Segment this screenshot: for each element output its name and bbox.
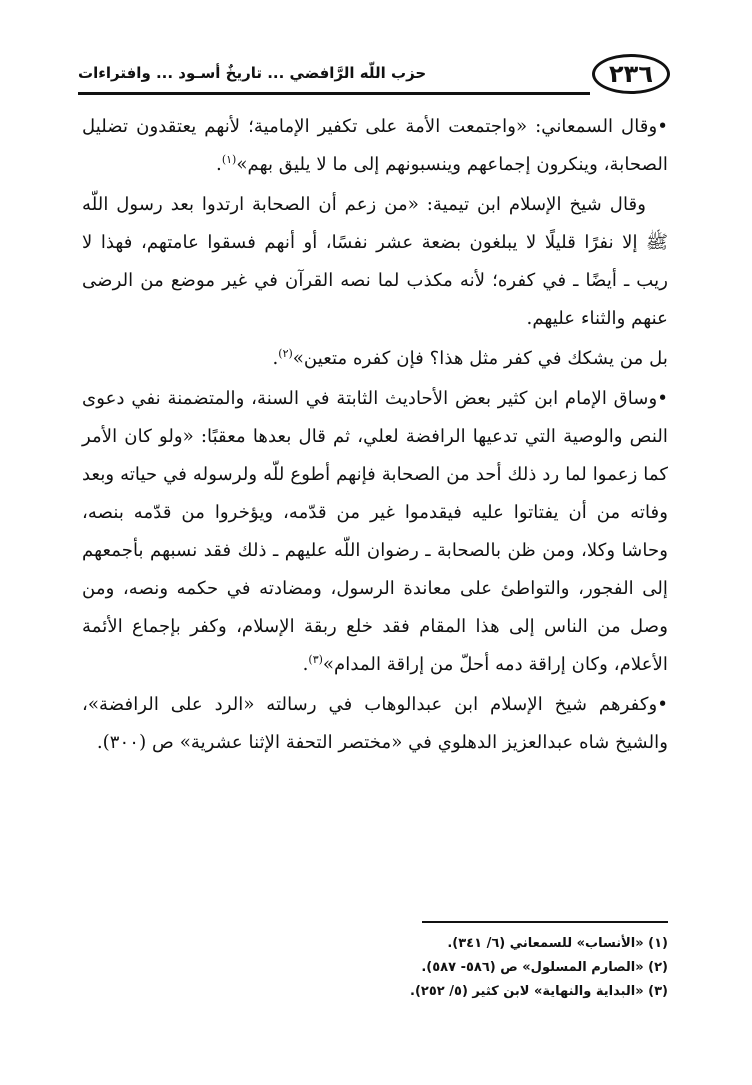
running-title: حزب اللّه الرَّافضي ... تاريخٌ أسـود ... وافتراءات [78, 64, 427, 82]
paragraph [82, 380, 668, 684]
paragraph-text: •وكفرهم شيخ الإسلام ابن عبدالوهاب في رسالته «الرد على الرافضة»، والشيخ شاه عبدالعزيز الدهلوي في «مختصر التحفة الإثنا عشرية» ص (٣٠٠). [82, 694, 668, 753]
paragraph [82, 186, 668, 338]
header-rule [78, 92, 590, 95]
paragraph-tail: . [302, 654, 309, 675]
footnote-rule [422, 921, 668, 923]
footnote-item: (٢) «الصارم المسلول» ص (٥٨٦- ٥٨٧). [421, 960, 668, 975]
paragraph [82, 340, 668, 378]
footnote-ref: (٣) [308, 652, 323, 666]
body-text [82, 108, 668, 762]
paragraph-tail: . [272, 348, 279, 369]
footnote-ref: (١) [221, 152, 237, 166]
footnote-item: (٣) «البداية والنهاية» لابن كثير (٥/ ٢٥٢). [410, 984, 668, 999]
footnote-ref: (٢) [278, 346, 293, 360]
footnote-item: (١) «الأنساب» للسمعاني (٦/ ٣٤١). [447, 936, 668, 951]
paragraph-text: •وساق الإمام ابن كثير بعض الأحاديث الثابتة في السنة، والمتضمنة نفي دعوى النص والوصية التي تدعيها الرافضة لعلي، ثم قال بعدها معقبًا: «ولو كان الأمر كما زعموا لما رد ذلك أحد من الصحابة فإنهم أطوع للّه ولرسوله في حياته وبعد وفاته من أن يفتاتوا عليه فيقدموا غير من قدّمه، ويؤخروا من قدّمه بنصه، وحاشا وكلا، ومن ظن بالصحابة ـ رضوان اللّه عليهم ـ ذلك فقد نسبهم بأجمعهم إلى الفجور، والتواطئ على معاندة الرسول، ومضادته في حكمه ونصه، ومن وصل من الناس إلى هذا المقام فقد خلع ربقة الإسلام، وكفر بإجماع الأئمة الأعلام، وكان إراقة دمه أحلّ من إراقة المدام» [82, 388, 668, 675]
paragraph-text: •وقال السمعاني: «واجتمعت الأمة على تكفير الإمامية؛ لأنهم يعتقدون تضليل الصحابة، وينكرون إجماعهم وينسبونهم إلى ما لا يليق بهم» [82, 116, 668, 175]
paragraph-text: وقال شيخ الإسلام ابن تيمية: «من زعم أن الصحابة ارتدوا بعد رسول اللّه ﷺ إلا نفرًا قليلًا لا يبلغون بضعة عشر نفسًا، أو أنهم فسقوا عامتهم، فهذا لا ريب ـ أيضًا ـ في كفره؛ لأنه مكذب لما نصه القرآن في غير موضع من الرضى عنهم والثناء عليهم. [82, 194, 668, 329]
page-header [78, 52, 674, 96]
footnotes [82, 932, 668, 1004]
page-number: ٢٣٦ [592, 54, 670, 94]
paragraph [82, 686, 668, 762]
paragraph-text: بل من يشكك في كفر مثل هذا؟ فإن كفره متعين» [292, 348, 668, 369]
paragraph [82, 108, 668, 184]
paragraph-tail: . [216, 154, 222, 175]
